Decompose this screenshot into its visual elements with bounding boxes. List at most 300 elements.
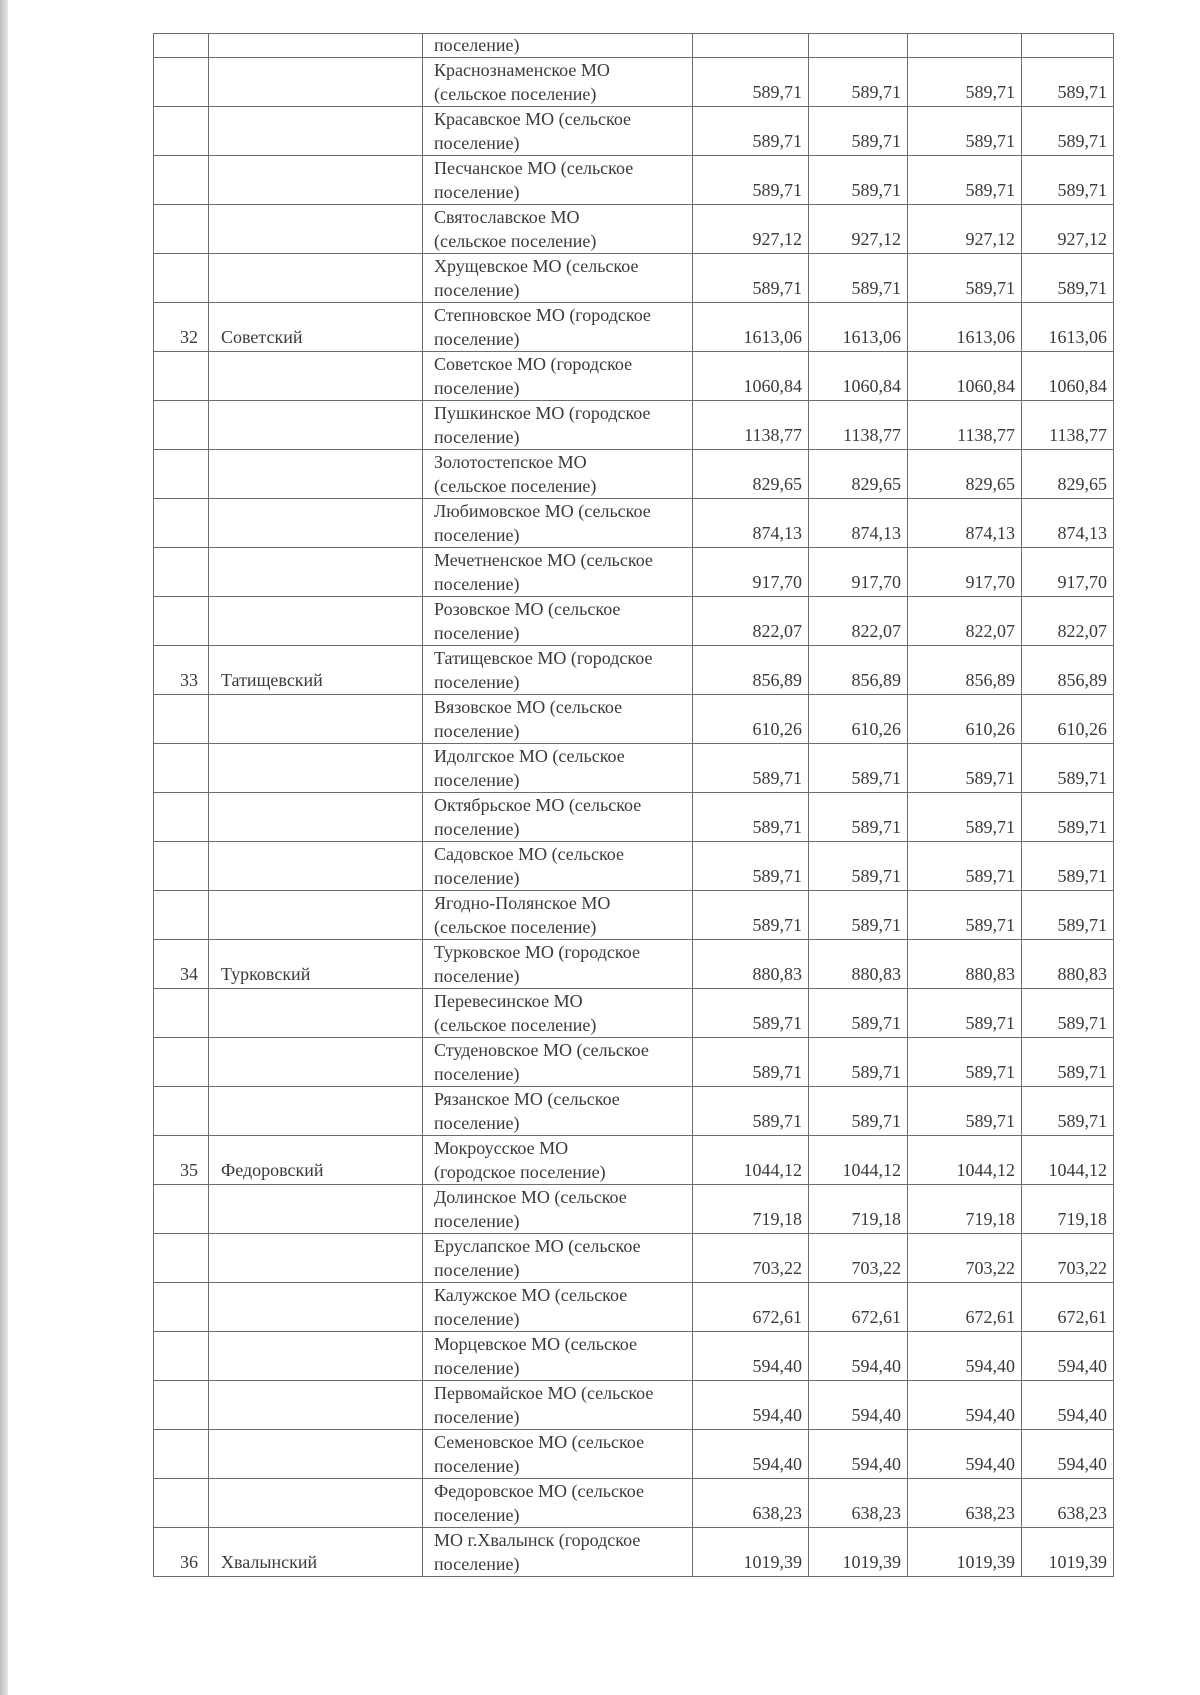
row-number	[154, 1381, 209, 1430]
municipality-name	[423, 499, 693, 548]
value-cell: 880,83	[693, 940, 809, 989]
value-cell: 874,13	[1022, 499, 1114, 548]
table-row	[154, 1283, 1114, 1332]
municipality-name	[423, 401, 693, 450]
district-name	[209, 1332, 423, 1381]
value-cell: 589,71	[908, 1087, 1022, 1136]
table-row	[154, 58, 1114, 107]
value-cell: 594,40	[809, 1381, 908, 1430]
row-number	[154, 597, 209, 646]
table-row	[154, 842, 1114, 891]
municipality-name-line: Красавское МО (сельское	[434, 109, 632, 129]
value-cell: 672,61	[908, 1283, 1022, 1332]
municipality-name	[423, 1332, 693, 1381]
value-cell: 589,71	[908, 842, 1022, 891]
row-number	[154, 842, 209, 891]
row-number	[154, 499, 209, 548]
value-cell: 822,07	[908, 597, 1022, 646]
table-row	[154, 254, 1114, 303]
value-cell: 589,71	[693, 107, 809, 156]
value-cell: 1044,12	[908, 1136, 1022, 1185]
value-cell: 1138,77	[1022, 401, 1114, 450]
value-cell: 589,71	[809, 989, 908, 1038]
municipality-name	[423, 646, 693, 695]
row-number	[154, 744, 209, 793]
municipality-name-line: поселение)	[434, 819, 520, 839]
table-row	[154, 744, 1114, 793]
value-cell: 917,70	[1022, 548, 1114, 597]
value-cell: 856,89	[809, 646, 908, 695]
value-cell: 589,71	[693, 744, 809, 793]
municipality-name-line: поселение)	[434, 1407, 520, 1427]
district-name	[209, 1087, 423, 1136]
value-cell: 610,26	[693, 695, 809, 744]
municipality-name-line: поселение)	[434, 329, 520, 349]
value-cell: 880,83	[809, 940, 908, 989]
table-row	[154, 352, 1114, 401]
municipality-name-line: (сельское поселение)	[434, 1015, 597, 1035]
value-cell: 1613,06	[1022, 303, 1114, 352]
table-row	[154, 401, 1114, 450]
municipality-name-line: Семеновское МО (сельское	[434, 1432, 645, 1452]
row-number	[154, 254, 209, 303]
municipality-name	[423, 352, 693, 401]
value-cell: 589,71	[693, 1087, 809, 1136]
row-number	[154, 1283, 209, 1332]
municipality-name-line: (городское поселение)	[434, 1162, 606, 1182]
value-cell: 589,71	[908, 744, 1022, 793]
value-cell: 589,71	[908, 58, 1022, 107]
municipality-name-line: Калужское МО (сельское	[434, 1285, 628, 1305]
municipality-name-line: поселение)	[434, 574, 520, 594]
row-number	[154, 1234, 209, 1283]
value-cell: 638,23	[908, 1479, 1022, 1528]
municipality-name-line: поселение)	[434, 1309, 520, 1329]
municipality-name-line: Перевесинское МО	[434, 991, 583, 1011]
value-cell	[809, 34, 908, 58]
value-cell: 917,70	[693, 548, 809, 597]
value-cell: 703,22	[809, 1234, 908, 1283]
value-cell: 719,18	[809, 1185, 908, 1234]
row-number	[154, 695, 209, 744]
value-cell: 856,89	[1022, 646, 1114, 695]
municipality-name	[423, 548, 693, 597]
value-cell: 589,71	[908, 989, 1022, 1038]
row-number: 32	[154, 303, 209, 352]
municipality-name-line: Степновское МО (городское	[434, 305, 651, 325]
table-row	[154, 989, 1114, 1038]
municipality-name-line: Советское МО (городское	[434, 354, 633, 374]
value-cell: 1613,06	[693, 303, 809, 352]
value-cell: 1019,39	[1022, 1528, 1114, 1577]
value-cell: 927,12	[1022, 205, 1114, 254]
value-cell: 1138,77	[693, 401, 809, 450]
value-cell: 589,71	[1022, 744, 1114, 793]
value-cell: 589,71	[1022, 989, 1114, 1038]
value-cell: 589,71	[809, 842, 908, 891]
municipality-name	[423, 1430, 693, 1479]
municipality-name-line: поселение)	[434, 1358, 520, 1378]
district-name	[209, 744, 423, 793]
municipality-name-line: поселение)	[434, 966, 520, 986]
value-cell: 589,71	[809, 744, 908, 793]
table-row	[154, 34, 1114, 58]
district-name	[209, 205, 423, 254]
value-cell: 1613,06	[809, 303, 908, 352]
table-row	[154, 891, 1114, 940]
municipality-name	[423, 205, 693, 254]
row-number	[154, 793, 209, 842]
table-row	[154, 450, 1114, 499]
municipality-name-line: Рязанское МО (сельское	[434, 1089, 620, 1109]
municipality-name-line: поселение)	[434, 378, 520, 398]
district-name	[209, 450, 423, 499]
value-cell: 874,13	[693, 499, 809, 548]
value-cell: 589,71	[809, 1038, 908, 1087]
municipality-name-line: поселение)	[434, 280, 520, 300]
value-cell: 589,71	[908, 793, 1022, 842]
table-row	[154, 1528, 1114, 1577]
value-cell: 638,23	[809, 1479, 908, 1528]
value-cell: 638,23	[693, 1479, 809, 1528]
municipality-name	[423, 1283, 693, 1332]
district-name	[209, 156, 423, 205]
value-cell: 589,71	[1022, 1087, 1114, 1136]
district-name	[209, 254, 423, 303]
municipality-name-line: Октябрьское МО (сельское	[434, 795, 642, 815]
table-row	[154, 205, 1114, 254]
municipality-name	[423, 842, 693, 891]
value-cell: 589,71	[908, 254, 1022, 303]
table-row	[154, 1430, 1114, 1479]
municipality-name-line: (сельское поселение)	[434, 476, 597, 496]
value-cell: 927,12	[908, 205, 1022, 254]
value-cell: 610,26	[809, 695, 908, 744]
value-cell: 1613,06	[908, 303, 1022, 352]
value-cell: 822,07	[1022, 597, 1114, 646]
municipality-name-line: поселение)	[434, 1211, 520, 1231]
municipality-name	[423, 1185, 693, 1234]
table-body	[154, 34, 1114, 1577]
value-cell: 874,13	[908, 499, 1022, 548]
value-cell: 610,26	[908, 695, 1022, 744]
municipality-name	[423, 695, 693, 744]
value-cell: 594,40	[693, 1381, 809, 1430]
row-number	[154, 450, 209, 499]
municipality-name-line: Студеновское МО (сельское	[434, 1040, 649, 1060]
municipality-name	[423, 1234, 693, 1283]
district-name: Турковский	[209, 940, 423, 989]
value-cell: 589,71	[1022, 793, 1114, 842]
value-cell: 1060,84	[1022, 352, 1114, 401]
value-cell: 672,61	[1022, 1283, 1114, 1332]
municipality-name	[423, 989, 693, 1038]
value-cell: 589,71	[809, 1087, 908, 1136]
district-name	[209, 1234, 423, 1283]
value-cell: 1019,39	[908, 1528, 1022, 1577]
municipality-name-line: Федоровское МО (сельское	[434, 1481, 644, 1501]
municipality-name	[423, 254, 693, 303]
municipality-name-line: (сельское поселение)	[434, 231, 597, 251]
value-cell: 589,71	[693, 793, 809, 842]
row-number	[154, 1332, 209, 1381]
row-number: 36	[154, 1528, 209, 1577]
table-row	[154, 1038, 1114, 1087]
value-cell: 1060,84	[693, 352, 809, 401]
row-number: 33	[154, 646, 209, 695]
municipality-name-line: поселение)	[434, 1260, 520, 1280]
value-cell: 589,71	[1022, 1038, 1114, 1087]
value-cell: 672,61	[809, 1283, 908, 1332]
row-number	[154, 891, 209, 940]
municipality-name-line: Вязовское МО (сельское	[434, 697, 623, 717]
municipality-name	[423, 940, 693, 989]
value-cell: 703,22	[693, 1234, 809, 1283]
municipality-name	[423, 34, 693, 58]
municipality-name-line: Ягодно-Полянское МО	[434, 893, 611, 913]
district-name	[209, 1185, 423, 1234]
value-cell: 917,70	[809, 548, 908, 597]
district-name	[209, 499, 423, 548]
value-cell: 589,71	[693, 254, 809, 303]
value-cell: 1044,12	[693, 1136, 809, 1185]
municipality-name	[423, 450, 693, 499]
municipality-name-line: поселение)	[434, 1456, 520, 1476]
row-number	[154, 34, 209, 58]
value-cell: 589,71	[693, 891, 809, 940]
row-number	[154, 58, 209, 107]
municipality-name-line: поселение)	[434, 672, 520, 692]
value-cell: 594,40	[1022, 1332, 1114, 1381]
municipality-name-line: поселение)	[434, 721, 520, 741]
table-row	[154, 646, 1114, 695]
value-cell: 856,89	[908, 646, 1022, 695]
value-cell	[693, 34, 809, 58]
district-name	[209, 548, 423, 597]
value-cell: 1138,77	[809, 401, 908, 450]
value-cell: 594,40	[1022, 1430, 1114, 1479]
value-cell: 589,71	[809, 793, 908, 842]
table-row	[154, 1087, 1114, 1136]
municipality-name	[423, 1479, 693, 1528]
table-row	[154, 597, 1114, 646]
table-row	[154, 303, 1114, 352]
municipality-name-line: Долинское МО (сельское	[434, 1187, 627, 1207]
municipality-name	[423, 597, 693, 646]
value-cell: 874,13	[809, 499, 908, 548]
municipality-name-line: Любимовское МО (сельское	[434, 501, 651, 521]
district-name: Татищевский	[209, 646, 423, 695]
district-name	[209, 793, 423, 842]
district-name	[209, 891, 423, 940]
municipality-name	[423, 744, 693, 793]
district-name: Советский	[209, 303, 423, 352]
table-row	[154, 940, 1114, 989]
municipality-name-line: Идолгское МО (сельское	[434, 746, 625, 766]
municipality-name-line: поселение)	[434, 182, 520, 202]
table-row	[154, 1381, 1114, 1430]
table-row	[154, 1479, 1114, 1528]
value-cell	[908, 34, 1022, 58]
district-name: Федоровский	[209, 1136, 423, 1185]
value-cell: 829,65	[809, 450, 908, 499]
municipality-name-line: поселение)	[434, 1064, 520, 1084]
value-cell: 927,12	[809, 205, 908, 254]
value-cell: 589,71	[908, 1038, 1022, 1087]
table-row	[154, 1234, 1114, 1283]
municipality-name-line: Мокроусское МО	[434, 1138, 569, 1158]
district-name	[209, 58, 423, 107]
value-cell: 594,40	[908, 1332, 1022, 1381]
value-cell: 589,71	[809, 156, 908, 205]
value-cell: 589,71	[1022, 156, 1114, 205]
value-cell: 594,40	[1022, 1381, 1114, 1430]
district-name	[209, 1283, 423, 1332]
municipality-name-line: (сельское поселение)	[434, 917, 597, 937]
value-cell: 1060,84	[908, 352, 1022, 401]
value-cell: 880,83	[908, 940, 1022, 989]
row-number	[154, 156, 209, 205]
value-cell: 594,40	[693, 1430, 809, 1479]
value-cell: 638,23	[1022, 1479, 1114, 1528]
value-cell: 589,71	[693, 1038, 809, 1087]
municipality-name	[423, 303, 693, 352]
municipality-name-line: Святославское МО	[434, 207, 580, 227]
row-number	[154, 1038, 209, 1087]
value-cell: 589,71	[908, 107, 1022, 156]
municipality-name-line: Еруслапское МО (сельское	[434, 1236, 641, 1256]
municipality-name-line: поселение)	[434, 35, 520, 55]
value-cell: 589,71	[908, 891, 1022, 940]
district-name	[209, 1479, 423, 1528]
value-cell: 589,71	[809, 107, 908, 156]
municipality-name-line: Татищевское МО (городское	[434, 648, 653, 668]
municipality-name-line: Хрущевское МО (сельское	[434, 256, 639, 276]
value-cell: 856,89	[693, 646, 809, 695]
district-name	[209, 1038, 423, 1087]
municipality-name-line: Пушкинское МО (городское	[434, 403, 651, 423]
district-name	[209, 401, 423, 450]
value-cell: 703,22	[908, 1234, 1022, 1283]
value-cell: 610,26	[1022, 695, 1114, 744]
district-name	[209, 107, 423, 156]
district-name	[209, 1381, 423, 1430]
table-row	[154, 499, 1114, 548]
municipality-name-line: (сельское поселение)	[434, 84, 597, 104]
row-number	[154, 401, 209, 450]
value-cell: 1019,39	[809, 1528, 908, 1577]
district-name	[209, 695, 423, 744]
district-name	[209, 842, 423, 891]
value-cell: 880,83	[1022, 940, 1114, 989]
municipality-name-line: поселение)	[434, 427, 520, 447]
table-row	[154, 1185, 1114, 1234]
value-cell: 829,65	[693, 450, 809, 499]
value-cell: 594,40	[908, 1430, 1022, 1479]
table-row	[154, 156, 1114, 205]
table-row	[154, 1332, 1114, 1381]
value-cell: 589,71	[693, 156, 809, 205]
municipality-name-line: поселение)	[434, 623, 520, 643]
row-number	[154, 1430, 209, 1479]
value-cell: 589,71	[1022, 842, 1114, 891]
district-name: Хвалынский	[209, 1528, 423, 1577]
district-name	[209, 989, 423, 1038]
value-cell: 589,71	[809, 254, 908, 303]
value-cell: 589,71	[809, 891, 908, 940]
district-name	[209, 597, 423, 646]
value-cell: 829,65	[1022, 450, 1114, 499]
value-cell: 719,18	[908, 1185, 1022, 1234]
municipality-name-line: Мечетненское МО (сельское	[434, 550, 653, 570]
municipality-name-line: Морцевское МО (сельское	[434, 1334, 638, 1354]
value-cell: 589,71	[1022, 107, 1114, 156]
district-name	[209, 352, 423, 401]
value-cell: 589,71	[809, 58, 908, 107]
value-cell: 589,71	[1022, 58, 1114, 107]
row-number	[154, 1087, 209, 1136]
value-cell: 594,40	[693, 1332, 809, 1381]
table-row	[154, 1136, 1114, 1185]
value-cell: 589,71	[1022, 891, 1114, 940]
value-cell: 703,22	[1022, 1234, 1114, 1283]
row-number	[154, 1185, 209, 1234]
municipality-name-line: МО г.Хвалынск (городское	[434, 1530, 641, 1550]
value-cell: 594,40	[908, 1381, 1022, 1430]
value-cell: 589,71	[1022, 254, 1114, 303]
row-number	[154, 548, 209, 597]
municipality-name-line: Розовское МО (сельское	[434, 599, 621, 619]
municipality-name-line: поселение)	[434, 1505, 520, 1525]
municipality-name	[423, 58, 693, 107]
row-number	[154, 107, 209, 156]
row-number	[154, 352, 209, 401]
district-name	[209, 34, 423, 58]
row-number	[154, 989, 209, 1038]
value-cell: 594,40	[809, 1430, 908, 1479]
municipality-name	[423, 107, 693, 156]
row-number: 35	[154, 1136, 209, 1185]
municipality-name-line: Турковское МО (городское	[434, 942, 640, 962]
municipality-name	[423, 1381, 693, 1430]
municipality-name-line: поселение)	[434, 1554, 520, 1574]
value-cell: 1138,77	[908, 401, 1022, 450]
district-name	[209, 1430, 423, 1479]
value-cell	[1022, 34, 1114, 58]
value-cell: 594,40	[809, 1332, 908, 1381]
municipality-name-line: Золотостепское МО	[434, 452, 587, 472]
municipality-name-line: поселение)	[434, 770, 520, 790]
row-number	[154, 205, 209, 254]
municipality-name	[423, 793, 693, 842]
value-cell: 1060,84	[809, 352, 908, 401]
value-cell: 822,07	[809, 597, 908, 646]
municipality-name-line: Первомайское МО (сельское	[434, 1383, 654, 1403]
value-cell: 719,18	[693, 1185, 809, 1234]
value-cell: 589,71	[693, 989, 809, 1038]
municipality-name	[423, 1087, 693, 1136]
table-row	[154, 107, 1114, 156]
table-row	[154, 695, 1114, 744]
municipality-name-line: Садовское МО (сельское	[434, 844, 624, 864]
value-cell: 589,71	[908, 156, 1022, 205]
value-cell: 1044,12	[809, 1136, 908, 1185]
row-number: 34	[154, 940, 209, 989]
municipality-name-line: Песчанское МО (сельское	[434, 158, 634, 178]
value-cell: 672,61	[693, 1283, 809, 1332]
municipality-name-line: поселение)	[434, 525, 520, 545]
table-row	[154, 548, 1114, 597]
